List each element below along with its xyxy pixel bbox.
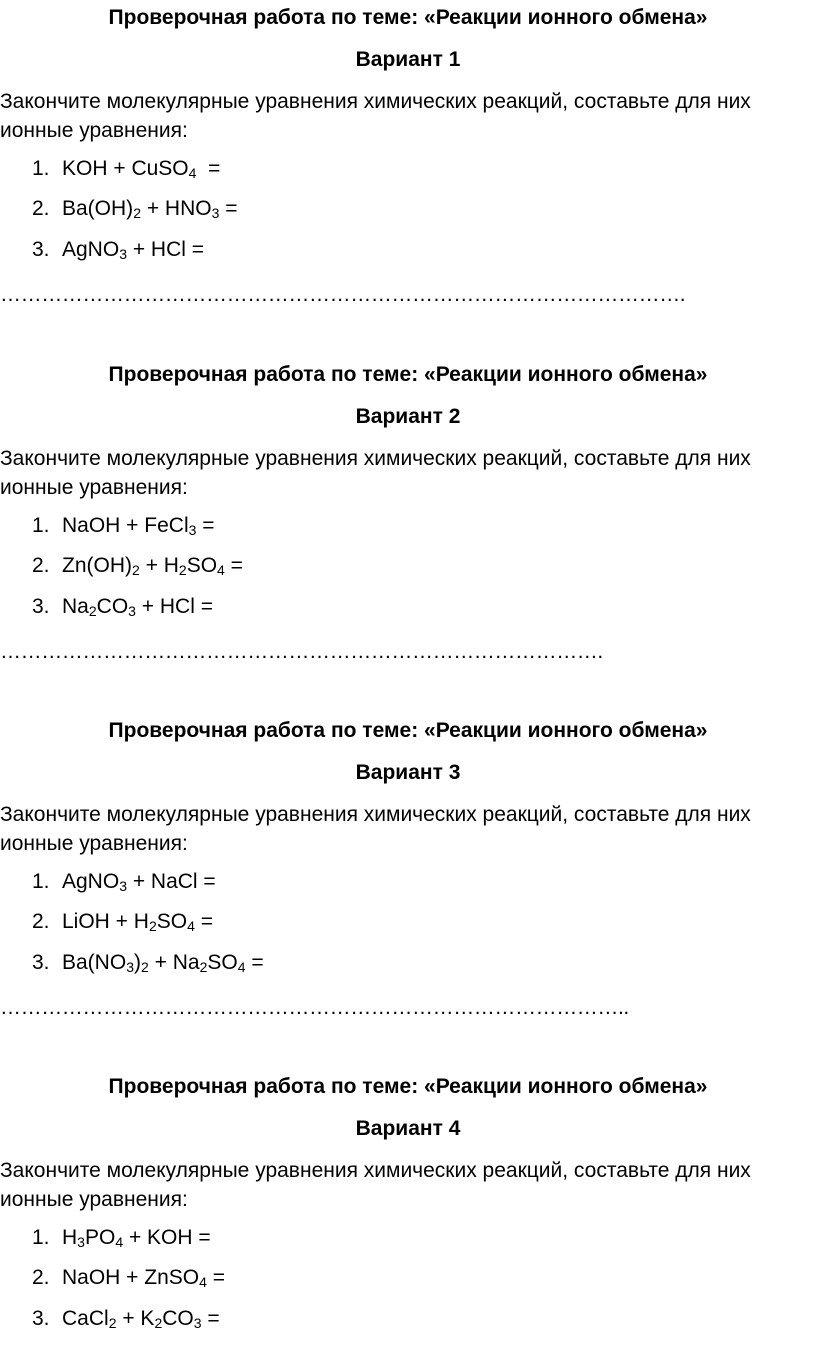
formula-subscript: 3 bbox=[119, 246, 127, 262]
equation-item bbox=[32, 1265, 225, 1291]
formula-subscript: 2 bbox=[132, 562, 140, 578]
equation-item bbox=[32, 196, 238, 222]
formula-text: + K bbox=[116, 1307, 155, 1330]
equation-formula bbox=[62, 1307, 220, 1330]
equation-item bbox=[32, 513, 215, 539]
equation-number: 2. bbox=[32, 197, 50, 220]
equation-item bbox=[32, 1225, 211, 1251]
equation-number: 1. bbox=[32, 514, 50, 537]
formula-text: + KOH = bbox=[123, 1226, 211, 1249]
equation-number: 2. bbox=[32, 1266, 50, 1289]
formula-text: = bbox=[196, 514, 215, 537]
worksheet-title: Проверочная работа по теме: «Реакции ионного обмена» bbox=[108, 363, 708, 386]
equation-formula bbox=[62, 1226, 211, 1249]
equation-number: 3. bbox=[32, 238, 50, 261]
dotted-separator: ……………………………………………………………………………….. bbox=[0, 996, 629, 1019]
formula-subscript: 3 bbox=[128, 603, 136, 619]
variant-label: Вариант 4 bbox=[355, 1117, 461, 1140]
formula-text: KOH + CuSO bbox=[62, 157, 189, 180]
equation-formula bbox=[62, 951, 264, 974]
formula-subscript: 4 bbox=[115, 1234, 124, 1250]
variant-label: Вариант 1 bbox=[355, 48, 461, 71]
instruction-text: Закончите молекулярные уравнения химических реакций, составьте для них ионные уравнения: bbox=[0, 447, 751, 499]
variant-label: Вариант 2 bbox=[355, 405, 461, 428]
formula-subscript: 4 bbox=[187, 918, 195, 934]
formula-subscript: 2 bbox=[154, 1315, 163, 1331]
equation-number: 3. bbox=[32, 1307, 50, 1330]
formula-subscript: 3 bbox=[188, 522, 197, 538]
formula-subscript: 3 bbox=[77, 1234, 85, 1250]
formula-subscript: 2 bbox=[199, 959, 208, 975]
equation-item bbox=[32, 1306, 220, 1332]
worksheet-title: Проверочная работа по теме: «Реакции ионного обмена» bbox=[108, 1075, 708, 1098]
formula-subscript: 3 bbox=[126, 959, 134, 975]
formula-text: H bbox=[62, 1226, 78, 1249]
equation-formula bbox=[62, 1266, 225, 1289]
formula-text: CaCl bbox=[62, 1307, 109, 1330]
equation-number: 2. bbox=[32, 910, 50, 933]
formula-subscript: 2 bbox=[108, 1315, 117, 1331]
formula-text: ) bbox=[133, 951, 141, 974]
formula-text: Na bbox=[62, 595, 89, 618]
equation-item bbox=[32, 869, 216, 895]
equation-formula bbox=[62, 238, 204, 261]
formula-subscript: 4 bbox=[188, 165, 197, 181]
formula-text: CO bbox=[96, 595, 129, 618]
equation-formula bbox=[62, 910, 213, 933]
formula-text: = bbox=[245, 951, 264, 974]
formula-subscript: 4 bbox=[199, 1274, 207, 1290]
equation-formula bbox=[62, 197, 238, 220]
instruction-text: Закончите молекулярные уравнения химических реакций, составьте для них ионные уравнения: bbox=[0, 90, 751, 142]
formula-subscript: 2 bbox=[178, 562, 187, 578]
formula-subscript: 2 bbox=[88, 603, 97, 619]
formula-text: = bbox=[201, 1307, 220, 1330]
formula-subscript: 4 bbox=[237, 959, 246, 975]
formula-text: = bbox=[196, 157, 221, 180]
formula-text: CO bbox=[162, 1307, 194, 1330]
dotted-separator: ………………………………………………………………………………………. bbox=[0, 283, 686, 306]
equation-item bbox=[32, 156, 220, 182]
formula-text: PO bbox=[84, 1226, 116, 1249]
equation-formula bbox=[62, 514, 215, 537]
formula-subscript: 3 bbox=[211, 205, 220, 221]
formula-text: Ba(NO bbox=[62, 951, 127, 974]
formula-text: LiOH + H bbox=[62, 910, 149, 933]
formula-text: + HNO bbox=[140, 197, 212, 220]
equation-number: 1. bbox=[32, 870, 50, 893]
formula-subscript: 2 bbox=[140, 959, 149, 975]
formula-text: = bbox=[219, 197, 238, 220]
formula-text: SO bbox=[186, 554, 218, 577]
formula-text: = bbox=[194, 910, 213, 933]
formula-text: NaOH + ZnSO bbox=[62, 1266, 200, 1289]
equation-formula bbox=[62, 157, 220, 180]
equation-number: 1. bbox=[32, 157, 50, 180]
equation-formula bbox=[62, 595, 213, 618]
formula-text: NaOH + FeCl bbox=[62, 514, 189, 537]
variant-label: Вариант 3 bbox=[355, 761, 461, 784]
formula-text: = bbox=[224, 554, 243, 577]
worksheet-title: Проверочная работа по теме: «Реакции ионного обмена» bbox=[108, 719, 708, 742]
equation-item bbox=[32, 237, 204, 263]
equation-item bbox=[32, 950, 264, 976]
formula-subscript: 2 bbox=[133, 205, 141, 221]
formula-text: = bbox=[206, 1266, 226, 1289]
formula-text: + HCl = bbox=[135, 595, 213, 618]
formula-text: SO bbox=[207, 951, 238, 974]
formula-text: SO bbox=[156, 910, 188, 933]
formula-text: AgNO bbox=[62, 870, 120, 893]
formula-subscript: 2 bbox=[148, 918, 157, 934]
formula-text: AgNO bbox=[62, 238, 120, 261]
equation-number: 2. bbox=[32, 554, 50, 577]
formula-text: + H bbox=[139, 554, 179, 577]
instruction-text: Закончите молекулярные уравнения химических реакций, составьте для них ионные уравнения: bbox=[0, 1159, 751, 1211]
formula-text: + HCl = bbox=[126, 238, 205, 261]
worksheet-title: Проверочная работа по теме: «Реакции ионного обмена» bbox=[108, 6, 708, 29]
equation-item bbox=[32, 594, 213, 620]
dotted-separator: ……………………………………………………………………………. bbox=[0, 640, 603, 663]
formula-subscript: 4 bbox=[217, 562, 225, 578]
equation-formula bbox=[62, 870, 216, 893]
formula-text: + NaCl = bbox=[126, 870, 216, 893]
equation-number: 3. bbox=[32, 595, 50, 618]
formula-text: Zn(OH) bbox=[62, 554, 132, 577]
formula-subscript: 3 bbox=[193, 1315, 202, 1331]
equation-item bbox=[32, 909, 213, 935]
formula-subscript: 3 bbox=[119, 878, 127, 894]
equation-number: 1. bbox=[32, 1226, 50, 1249]
instruction-text: Закончите молекулярные уравнения химических реакций, составьте для них ионные уравнения: bbox=[0, 803, 751, 855]
formula-text: Ba(OH) bbox=[62, 197, 134, 220]
formula-text: + Na bbox=[148, 951, 200, 974]
equation-item bbox=[32, 553, 243, 579]
equation-number: 3. bbox=[32, 951, 50, 974]
equation-formula bbox=[62, 554, 243, 577]
